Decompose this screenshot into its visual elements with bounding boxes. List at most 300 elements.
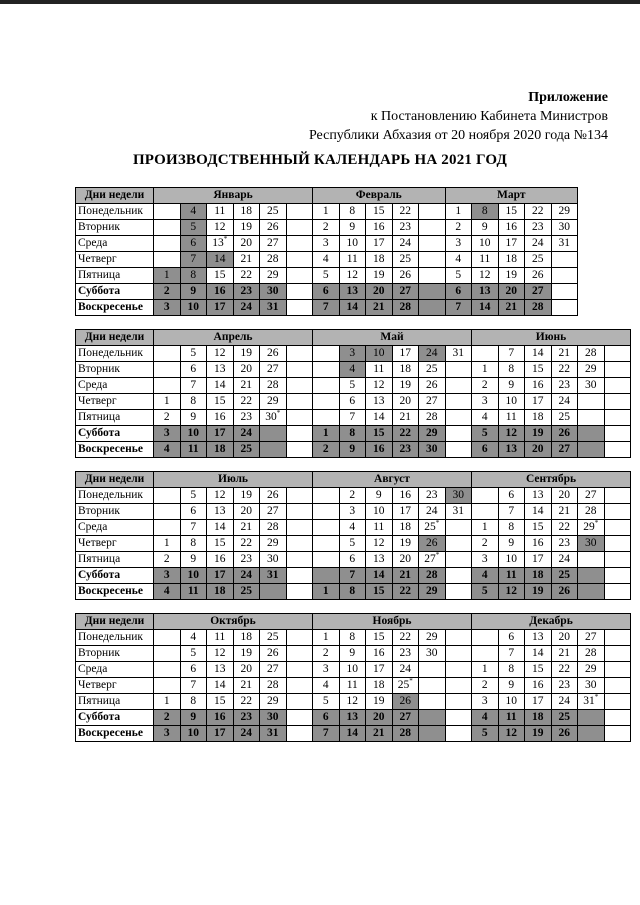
day-cell xyxy=(286,204,313,220)
day-cell: 14 xyxy=(366,410,393,426)
day-cell: 22 xyxy=(392,630,419,646)
header-block xyxy=(309,88,608,145)
day-cell: 7 xyxy=(313,300,340,316)
day-cell: 15 xyxy=(525,662,552,678)
day-cell xyxy=(286,236,313,252)
weekday-label: Воскресенье xyxy=(76,726,154,742)
day-cell: 26 xyxy=(551,584,578,600)
day-cell: 2 xyxy=(472,678,499,694)
day-cell: 28 xyxy=(578,646,605,662)
day-cell: 15 xyxy=(366,426,393,442)
day-cell: 10 xyxy=(180,568,207,584)
day-cell xyxy=(445,678,472,694)
day-cell: 5 xyxy=(339,536,366,552)
day-cell: 23 xyxy=(392,220,419,236)
day-cell: 18 xyxy=(498,252,525,268)
day-cell: 7 xyxy=(498,646,525,662)
day-cell: 29 xyxy=(578,662,605,678)
day-cell: 16 xyxy=(392,488,419,504)
weekday-label: Вторник xyxy=(76,362,154,378)
day-cell: 5 xyxy=(472,726,499,742)
weekday-row xyxy=(76,268,578,284)
day-cell xyxy=(286,584,313,600)
weekday-row xyxy=(76,694,631,710)
day-cell: 20 xyxy=(392,552,419,568)
day-cell: 24 xyxy=(392,236,419,252)
quarter-table xyxy=(75,471,631,600)
weekday-label: Пятница xyxy=(76,410,154,426)
weekday-row xyxy=(76,284,578,300)
day-cell: 19 xyxy=(498,268,525,284)
weekday-row xyxy=(76,536,631,552)
day-cell: 12 xyxy=(498,584,525,600)
shortened-day-mark: * xyxy=(594,519,599,528)
day-cell: 10 xyxy=(498,694,525,710)
day-cell: 9 xyxy=(366,488,393,504)
weekday-label: Воскресенье xyxy=(76,300,154,316)
day-cell: 19 xyxy=(525,584,552,600)
day-cell: 3 xyxy=(313,662,340,678)
day-cell: 30 xyxy=(419,442,446,458)
day-cell: 21 xyxy=(551,346,578,362)
day-cell: 4 xyxy=(154,584,181,600)
day-cell: 19 xyxy=(233,346,260,362)
day-cell xyxy=(604,726,631,742)
day-cell: 26 xyxy=(551,726,578,742)
day-cell xyxy=(578,710,605,726)
day-cell: 4 xyxy=(154,442,181,458)
day-cell: 5 xyxy=(472,426,499,442)
day-cell xyxy=(286,378,313,394)
day-cell: 13 xyxy=(366,552,393,568)
day-cell: 31 xyxy=(551,236,578,252)
day-cell: 30 xyxy=(578,536,605,552)
day-cell: 18 xyxy=(233,630,260,646)
day-cell: 10 xyxy=(180,300,207,316)
day-cell: 20 xyxy=(498,284,525,300)
day-cell xyxy=(260,442,287,458)
day-cell: 14 xyxy=(525,646,552,662)
weekday-label: Понедельник xyxy=(76,346,154,362)
day-cell: 18 xyxy=(366,252,393,268)
day-cell xyxy=(445,410,472,426)
day-cell: 19 xyxy=(392,536,419,552)
day-cell: 22 xyxy=(551,662,578,678)
day-cell: 9 xyxy=(498,378,525,394)
day-cell xyxy=(286,520,313,536)
day-cell: 10 xyxy=(366,346,393,362)
day-cell: 23 xyxy=(233,710,260,726)
day-cell: 8 xyxy=(180,394,207,410)
day-cell xyxy=(445,568,472,584)
day-cell: 4 xyxy=(339,520,366,536)
day-cell: 6 xyxy=(313,284,340,300)
month-header: Апрель xyxy=(154,330,313,346)
day-cell: 24 xyxy=(419,504,446,520)
day-cell: 29* xyxy=(578,520,605,536)
day-cell: 17 xyxy=(525,394,552,410)
day-cell: 6 xyxy=(313,710,340,726)
day-cell: 1 xyxy=(313,204,340,220)
weekday-row xyxy=(76,520,631,536)
day-cell: 31 xyxy=(260,726,287,742)
month-header: Июнь xyxy=(472,330,631,346)
weekday-row xyxy=(76,584,631,600)
day-cell: 26 xyxy=(260,488,287,504)
day-cell xyxy=(604,678,631,694)
day-cell xyxy=(604,378,631,394)
day-cell: 27 xyxy=(260,504,287,520)
day-cell: 14 xyxy=(525,504,552,520)
day-cell: 11 xyxy=(207,630,234,646)
day-cell: 8 xyxy=(339,584,366,600)
day-cell: 28 xyxy=(260,520,287,536)
day-cell: 30 xyxy=(419,646,446,662)
day-cell: 7 xyxy=(180,378,207,394)
day-cell: 23 xyxy=(551,536,578,552)
day-cell: 5 xyxy=(313,694,340,710)
day-cell xyxy=(260,584,287,600)
day-cell xyxy=(419,284,446,300)
day-cell: 14 xyxy=(207,252,234,268)
day-cell xyxy=(604,646,631,662)
day-cell xyxy=(260,426,287,442)
day-cell: 5 xyxy=(180,488,207,504)
weekday-row xyxy=(76,204,578,220)
day-cell: 18 xyxy=(207,442,234,458)
day-cell xyxy=(313,552,340,568)
day-cell: 1 xyxy=(445,204,472,220)
day-cell xyxy=(286,488,313,504)
day-cell: 11 xyxy=(498,710,525,726)
day-cell: 7 xyxy=(313,726,340,742)
day-cell: 12 xyxy=(207,646,234,662)
day-cell: 10 xyxy=(366,504,393,520)
day-cell xyxy=(286,220,313,236)
day-cell xyxy=(604,394,631,410)
day-cell: 16 xyxy=(525,536,552,552)
day-cell xyxy=(445,710,472,726)
day-cell xyxy=(154,520,181,536)
day-cell: 21 xyxy=(233,252,260,268)
day-cell: 12 xyxy=(207,220,234,236)
day-cell: 30 xyxy=(578,678,605,694)
day-cell: 8 xyxy=(339,630,366,646)
day-cell xyxy=(154,504,181,520)
day-cell: 18 xyxy=(392,520,419,536)
day-cell: 27 xyxy=(578,630,605,646)
day-cell: 4 xyxy=(472,410,499,426)
day-cell: 12 xyxy=(366,536,393,552)
weekday-row xyxy=(76,346,631,362)
quarter-table xyxy=(75,329,631,458)
day-cell: 22 xyxy=(233,394,260,410)
day-cell: 20 xyxy=(233,662,260,678)
day-cell xyxy=(154,252,181,268)
day-cell xyxy=(286,536,313,552)
day-cell xyxy=(472,504,499,520)
day-cell: 4 xyxy=(472,568,499,584)
weekday-label: Суббота xyxy=(76,710,154,726)
day-cell: 7 xyxy=(180,678,207,694)
weekday-label: Четверг xyxy=(76,394,154,410)
day-cell: 13 xyxy=(207,504,234,520)
day-cell: 10 xyxy=(472,236,499,252)
day-cell: 18 xyxy=(525,710,552,726)
day-cell: 13 xyxy=(525,488,552,504)
day-cell: 26 xyxy=(551,426,578,442)
day-cell: 13 xyxy=(339,284,366,300)
weekday-label: Пятница xyxy=(76,552,154,568)
day-cell xyxy=(445,630,472,646)
day-cell: 15 xyxy=(498,204,525,220)
day-cell xyxy=(286,694,313,710)
month-header: Октябрь xyxy=(154,614,313,630)
day-cell: 15 xyxy=(525,362,552,378)
day-cell xyxy=(419,678,446,694)
day-cell xyxy=(604,536,631,552)
day-cell: 10 xyxy=(339,662,366,678)
appendix-label: Приложение xyxy=(528,90,608,105)
day-cell: 25 xyxy=(260,204,287,220)
weekday-row xyxy=(76,630,631,646)
weekday-label: Среда xyxy=(76,378,154,394)
day-cell xyxy=(286,252,313,268)
day-cell: 19 xyxy=(233,646,260,662)
day-cell: 28 xyxy=(260,378,287,394)
day-cell: 26 xyxy=(525,268,552,284)
day-cell: 22 xyxy=(233,268,260,284)
day-cell: 31 xyxy=(445,346,472,362)
weekday-label: Пятница xyxy=(76,694,154,710)
day-cell xyxy=(313,362,340,378)
day-cell xyxy=(286,426,313,442)
day-cell: 11 xyxy=(498,410,525,426)
day-cell xyxy=(445,378,472,394)
day-cell xyxy=(286,442,313,458)
day-cell: 12 xyxy=(366,378,393,394)
day-cell: 17 xyxy=(207,568,234,584)
day-cell: 1 xyxy=(154,536,181,552)
day-cell: 2 xyxy=(472,536,499,552)
weekday-row xyxy=(76,236,578,252)
weekday-header: Дни недели xyxy=(76,330,154,346)
day-cell: 27* xyxy=(419,552,446,568)
day-cell: 28 xyxy=(392,726,419,742)
day-cell xyxy=(286,552,313,568)
day-cell: 13 xyxy=(207,362,234,378)
day-cell: 24 xyxy=(233,726,260,742)
day-cell: 18 xyxy=(207,584,234,600)
day-cell: 10 xyxy=(498,552,525,568)
day-cell: 16 xyxy=(207,552,234,568)
day-cell: 3 xyxy=(154,568,181,584)
day-cell: 25* xyxy=(419,520,446,536)
day-cell: 1 xyxy=(472,520,499,536)
day-cell: 24 xyxy=(233,426,260,442)
weekday-row xyxy=(76,504,631,520)
weekday-row xyxy=(76,426,631,442)
day-cell xyxy=(286,630,313,646)
day-cell: 16 xyxy=(525,678,552,694)
day-cell: 8 xyxy=(498,662,525,678)
day-cell: 20 xyxy=(233,362,260,378)
day-cell: 6 xyxy=(472,442,499,458)
day-cell: 30 xyxy=(260,552,287,568)
day-cell: 5 xyxy=(445,268,472,284)
day-cell xyxy=(445,726,472,742)
day-cell: 23 xyxy=(392,646,419,662)
day-cell: 4 xyxy=(472,710,499,726)
day-cell xyxy=(419,204,446,220)
day-cell xyxy=(419,220,446,236)
day-cell: 9 xyxy=(180,410,207,426)
weekday-label: Среда xyxy=(76,236,154,252)
day-cell: 17 xyxy=(498,236,525,252)
day-cell: 26 xyxy=(392,268,419,284)
day-cell: 6 xyxy=(498,630,525,646)
day-cell: 24 xyxy=(551,552,578,568)
day-cell: 8 xyxy=(472,204,499,220)
day-cell xyxy=(419,236,446,252)
day-cell: 3 xyxy=(313,236,340,252)
day-cell: 9 xyxy=(180,710,207,726)
day-cell: 3 xyxy=(472,552,499,568)
day-cell: 27 xyxy=(578,488,605,504)
day-cell: 14 xyxy=(339,300,366,316)
day-cell: 12 xyxy=(472,268,499,284)
day-cell: 3 xyxy=(154,300,181,316)
day-cell: 2 xyxy=(154,410,181,426)
day-cell xyxy=(551,284,578,300)
day-cell: 3 xyxy=(339,504,366,520)
day-cell: 28 xyxy=(419,410,446,426)
weekday-label: Вторник xyxy=(76,646,154,662)
day-cell: 6 xyxy=(339,394,366,410)
shortened-day-mark: * xyxy=(276,409,281,418)
page-title: ПРОИЗВОДСТВЕННЫЙ КАЛЕНДАРЬ НА 2021 ГОД xyxy=(132,152,508,168)
day-cell: 4 xyxy=(180,204,207,220)
day-cell xyxy=(578,726,605,742)
top-border-line xyxy=(0,0,640,4)
day-cell xyxy=(286,646,313,662)
day-cell xyxy=(154,236,181,252)
day-cell: 6 xyxy=(180,662,207,678)
day-cell xyxy=(604,362,631,378)
weekday-label: Четверг xyxy=(76,252,154,268)
day-cell xyxy=(445,426,472,442)
day-cell: 8 xyxy=(498,520,525,536)
day-cell: 5 xyxy=(339,378,366,394)
day-cell: 24 xyxy=(233,300,260,316)
day-cell: 14 xyxy=(207,678,234,694)
day-cell: 1 xyxy=(154,694,181,710)
weekday-label: Понедельник xyxy=(76,488,154,504)
day-cell: 24 xyxy=(392,662,419,678)
day-cell: 2 xyxy=(313,646,340,662)
day-cell: 28 xyxy=(578,346,605,362)
day-cell xyxy=(578,568,605,584)
day-cell: 11 xyxy=(366,520,393,536)
day-cell: 31 xyxy=(260,568,287,584)
month-header: Август xyxy=(313,472,472,488)
day-cell: 15 xyxy=(366,584,393,600)
day-cell: 7 xyxy=(498,504,525,520)
day-cell: 22 xyxy=(233,694,260,710)
day-cell: 9 xyxy=(339,646,366,662)
day-cell: 4 xyxy=(313,678,340,694)
day-cell xyxy=(154,646,181,662)
day-cell: 10 xyxy=(180,726,207,742)
day-cell: 25* xyxy=(392,678,419,694)
weekday-label: Четверг xyxy=(76,536,154,552)
weekday-label: Воскресенье xyxy=(76,584,154,600)
day-cell: 21 xyxy=(233,378,260,394)
day-cell: 19 xyxy=(366,694,393,710)
day-cell: 20 xyxy=(233,504,260,520)
weekday-row xyxy=(76,220,578,236)
day-cell xyxy=(445,646,472,662)
day-cell: 11 xyxy=(207,204,234,220)
weekday-label: Понедельник xyxy=(76,204,154,220)
day-cell xyxy=(313,568,340,584)
day-cell: 15 xyxy=(366,630,393,646)
day-cell: 9 xyxy=(339,442,366,458)
day-cell: 18 xyxy=(525,568,552,584)
day-cell: 20 xyxy=(551,488,578,504)
day-cell: 25 xyxy=(525,252,552,268)
day-cell xyxy=(551,268,578,284)
month-header: Сентябрь xyxy=(472,472,631,488)
day-cell xyxy=(154,362,181,378)
day-cell: 17 xyxy=(366,236,393,252)
day-cell: 11 xyxy=(339,678,366,694)
day-cell xyxy=(286,568,313,584)
day-cell: 17 xyxy=(366,662,393,678)
day-cell xyxy=(604,520,631,536)
day-cell: 29 xyxy=(419,426,446,442)
day-cell xyxy=(313,378,340,394)
day-cell: 2 xyxy=(154,284,181,300)
day-cell: 27 xyxy=(260,236,287,252)
day-cell: 6 xyxy=(180,504,207,520)
month-header: Ноябрь xyxy=(313,614,472,630)
day-cell: 25 xyxy=(260,630,287,646)
day-cell: 13 xyxy=(472,284,499,300)
weekday-label: Понедельник xyxy=(76,630,154,646)
day-cell: 4 xyxy=(180,630,207,646)
day-cell: 22 xyxy=(392,426,419,442)
day-cell: 5 xyxy=(180,220,207,236)
day-cell xyxy=(604,346,631,362)
day-cell: 19 xyxy=(233,220,260,236)
day-cell: 6 xyxy=(180,236,207,252)
day-cell: 14 xyxy=(472,300,499,316)
day-cell: 12 xyxy=(339,694,366,710)
day-cell xyxy=(551,252,578,268)
day-cell: 2 xyxy=(445,220,472,236)
month-header: Май xyxy=(313,330,472,346)
day-cell: 29 xyxy=(260,394,287,410)
weekday-label: Вторник xyxy=(76,220,154,236)
day-cell: 27 xyxy=(525,284,552,300)
day-cell: 18 xyxy=(366,678,393,694)
day-cell: 7 xyxy=(498,346,525,362)
day-cell: 28 xyxy=(525,300,552,316)
day-cell: 29 xyxy=(260,536,287,552)
day-cell: 7 xyxy=(445,300,472,316)
day-cell: 13 xyxy=(525,630,552,646)
